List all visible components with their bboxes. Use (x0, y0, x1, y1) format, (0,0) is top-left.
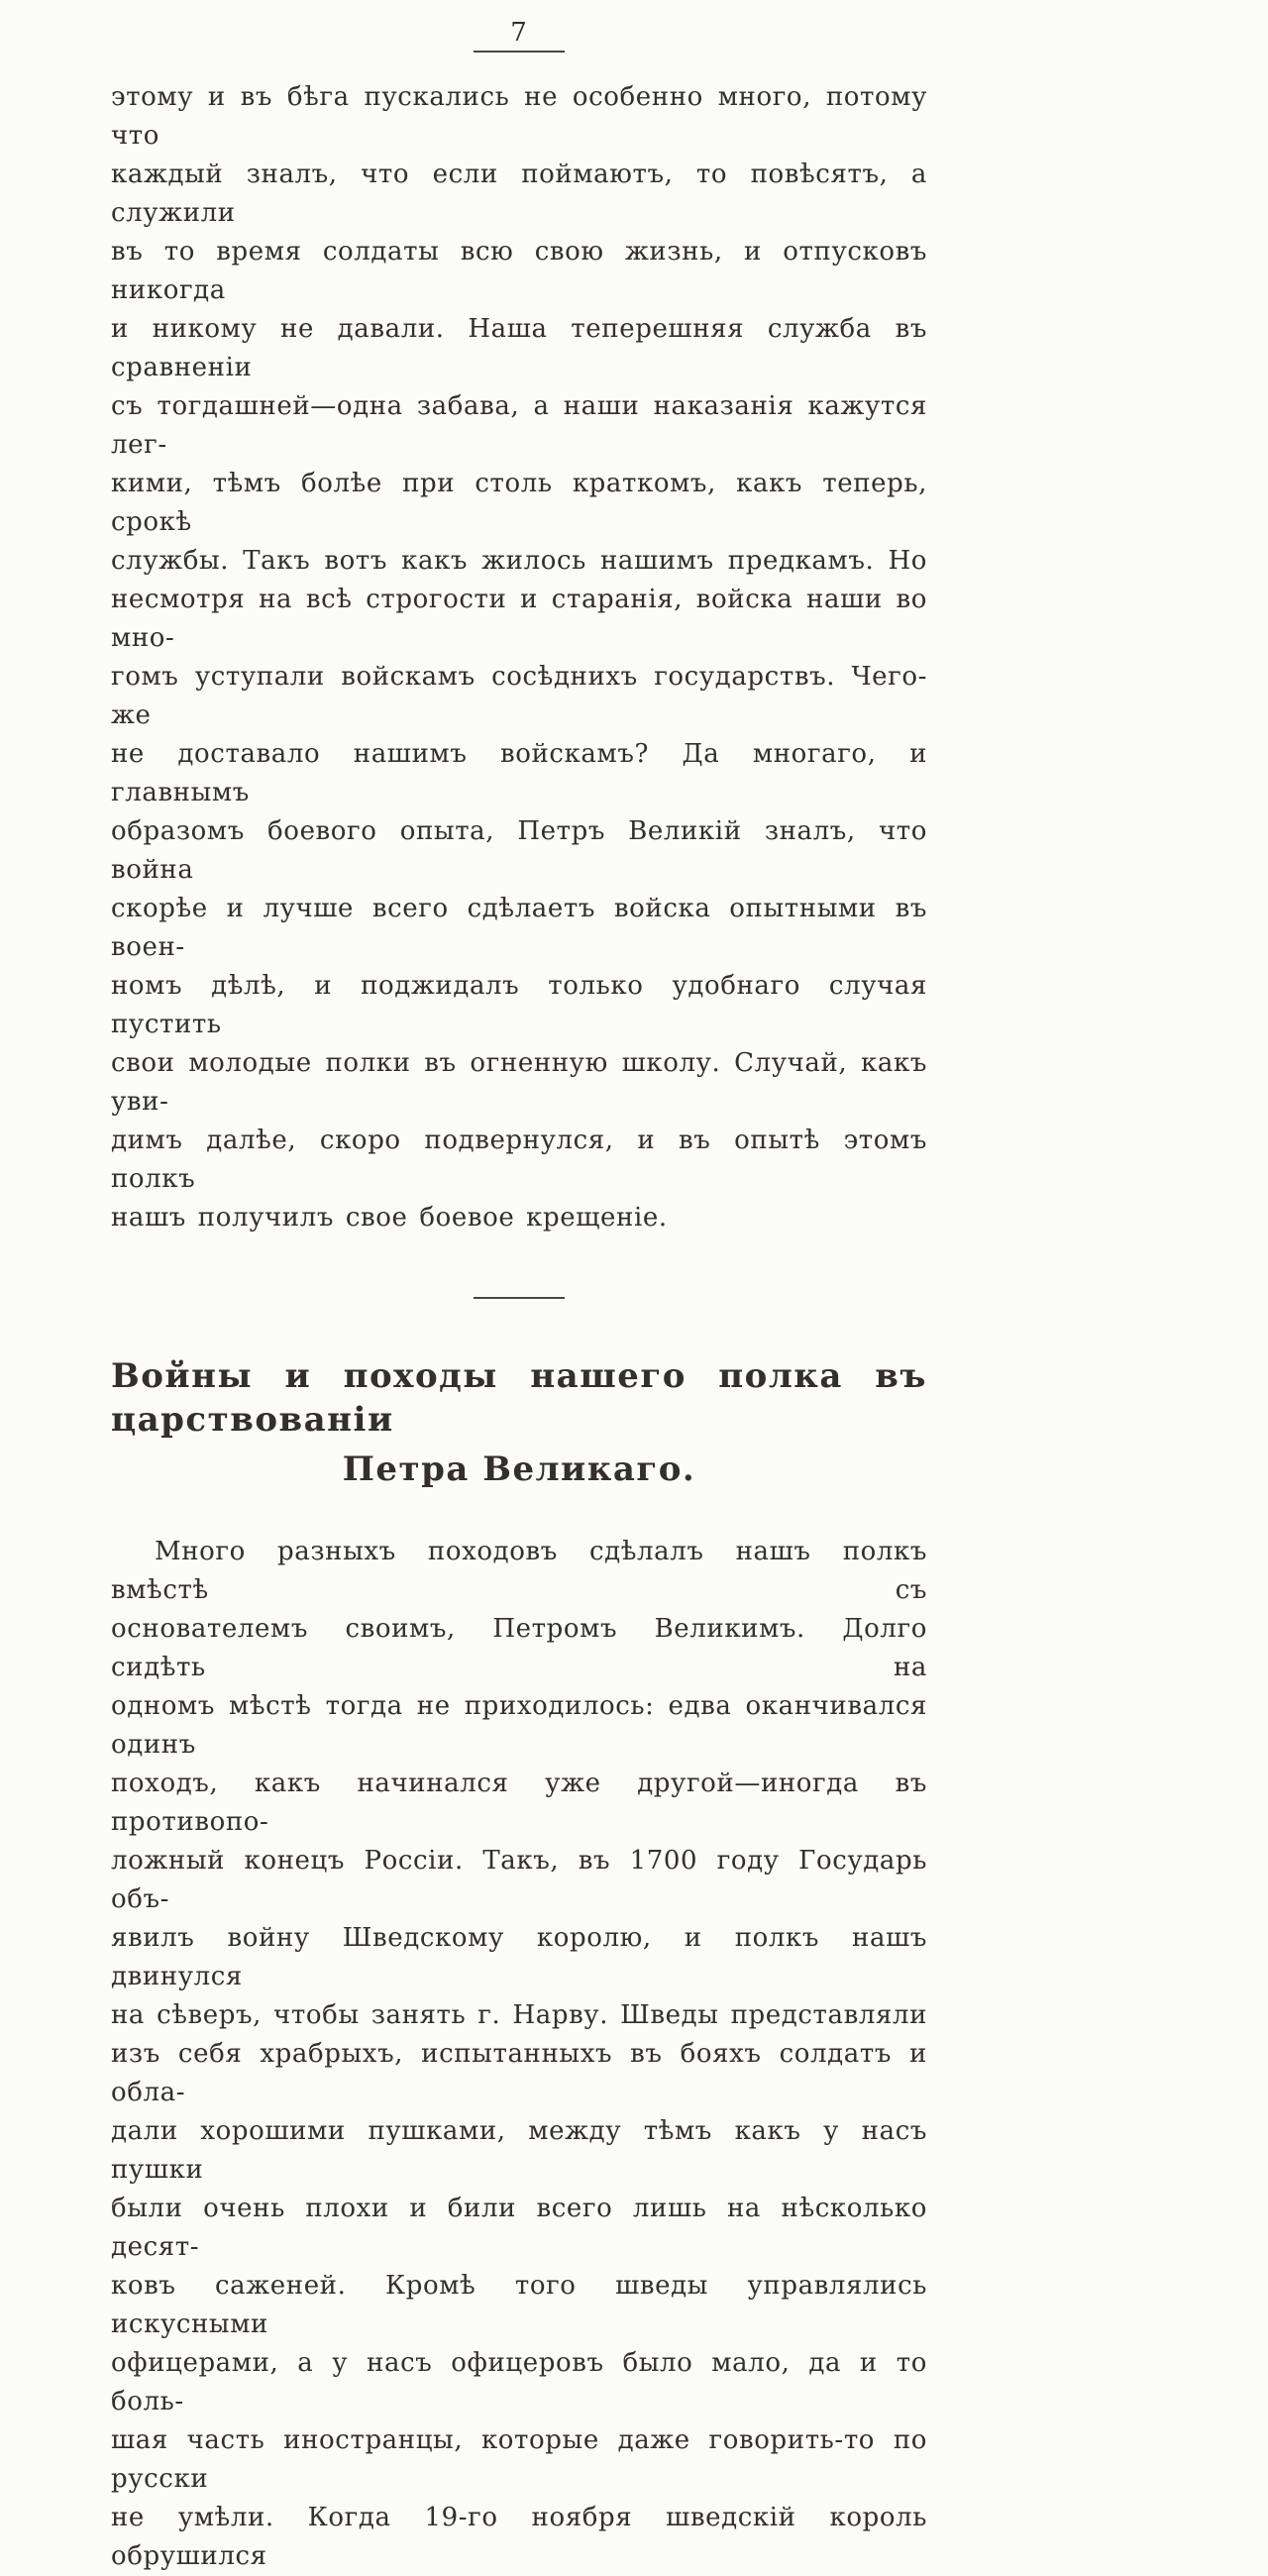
text-line: димъ далѣе, скоро подвернулся, и въ опытѣ этомъ полкъ (111, 1126, 927, 1194)
text-line: шая часть иностранцы, которые даже говорить-то по русски (111, 2425, 927, 2494)
text-line: дали хорошими пушками, между тѣмъ какъ у насъ пушки (111, 2116, 927, 2185)
section-heading-line: Петра Великаго. (342, 1449, 696, 1489)
text-line: гомъ уступали войскамъ сосѣднихъ государствъ. Чего-же (111, 662, 927, 730)
section-heading-line: Войны и походы нашего полка въ царствованіи (111, 1356, 927, 1440)
paragraph-body (111, 1533, 927, 2576)
text-line: ложный конецъ Россіи. Такъ, въ 1700 году Государь объ- (111, 1846, 927, 1914)
text-line: не доставало нашимъ войскамъ? Да многаго, и главнымъ (111, 739, 927, 807)
text-line: явилъ войну Шведскому королю, и полкъ нашъ двинулся (111, 1923, 927, 1991)
text-line: основателемъ своимъ, Петромъ Великимъ. Долго сидѣть на (111, 1614, 927, 1682)
text-line: каждый зналъ, что если поймаютъ, то повѣсятъ, а служили (111, 160, 927, 228)
text-line: Много разныхъ походовъ сдѣлалъ нашъ полкъ вмѣстѣ съ (111, 1537, 927, 1605)
text-line: одномъ мѣстѣ тогда не приходилось: едва оканчивался одинъ (111, 1691, 927, 1760)
text-line: нашъ получилъ свое боевое крещеніе. (111, 1203, 668, 1233)
text-line: образомъ боевого опыта, Петръ Великій зналъ, что война (111, 816, 927, 885)
page-number: 7 (510, 18, 528, 48)
text-line: этому и въ бѣга пускались не особенно много, потому что (111, 82, 927, 151)
text-line: и никому не давали. Наша теперешняя служба въ сравненіи (111, 314, 927, 382)
page-header (111, 18, 927, 53)
text-line: скорѣе и лучше всего сдѣлаетъ войска опытными въ воен- (111, 894, 927, 962)
text-line: на сѣверъ, чтобы занять г. Нарву. Шведы представляли (111, 2000, 927, 2030)
text-line: ковъ саженей. Кромѣ того шведы управлялись искусными (111, 2271, 927, 2339)
text-line: службы. Такъ вотъ какъ жилось нашимъ предкамъ. Но (111, 546, 927, 576)
text-line: изъ себя храбрыхъ, испытанныхъ въ бояхъ солдатъ и обла- (111, 2039, 927, 2107)
section-heading (111, 1354, 927, 1491)
text-line: съ тогдашней—одна забава, а наши наказанія кажутся лег- (111, 391, 927, 460)
text-line: походъ, какъ начинался уже другой—иногда въ противопо- (111, 1769, 927, 1837)
page-number-rule (474, 51, 565, 53)
text-line: офицерами, а у насъ офицеровъ было мало, да и то боль- (111, 2348, 927, 2416)
text-line: несмотря на всѣ строгости и старанія, войска наши во мно- (111, 585, 927, 653)
text-block (111, 18, 927, 2576)
text-line: были очень плохи и били всего лишь на нѣсколько десят- (111, 2194, 927, 2262)
text-line: номъ дѣлѣ, и поджидалъ только удобнаго случая пустить (111, 971, 927, 1039)
text-line: не умѣли. Когда 19-го ноября шведскій король обрушился (111, 2503, 927, 2571)
text-line: кими, тѣмъ болѣе при столь краткомъ, какъ теперь, срокѣ (111, 469, 927, 537)
section-divider (474, 1297, 565, 1299)
paragraph-continuation (111, 78, 927, 1237)
text-line: свои молодые полки въ огненную школу. Случай, какъ уви- (111, 1048, 927, 1117)
text-line: въ то время солдаты всю свою жизнь, и отпусковъ никогда (111, 237, 927, 305)
